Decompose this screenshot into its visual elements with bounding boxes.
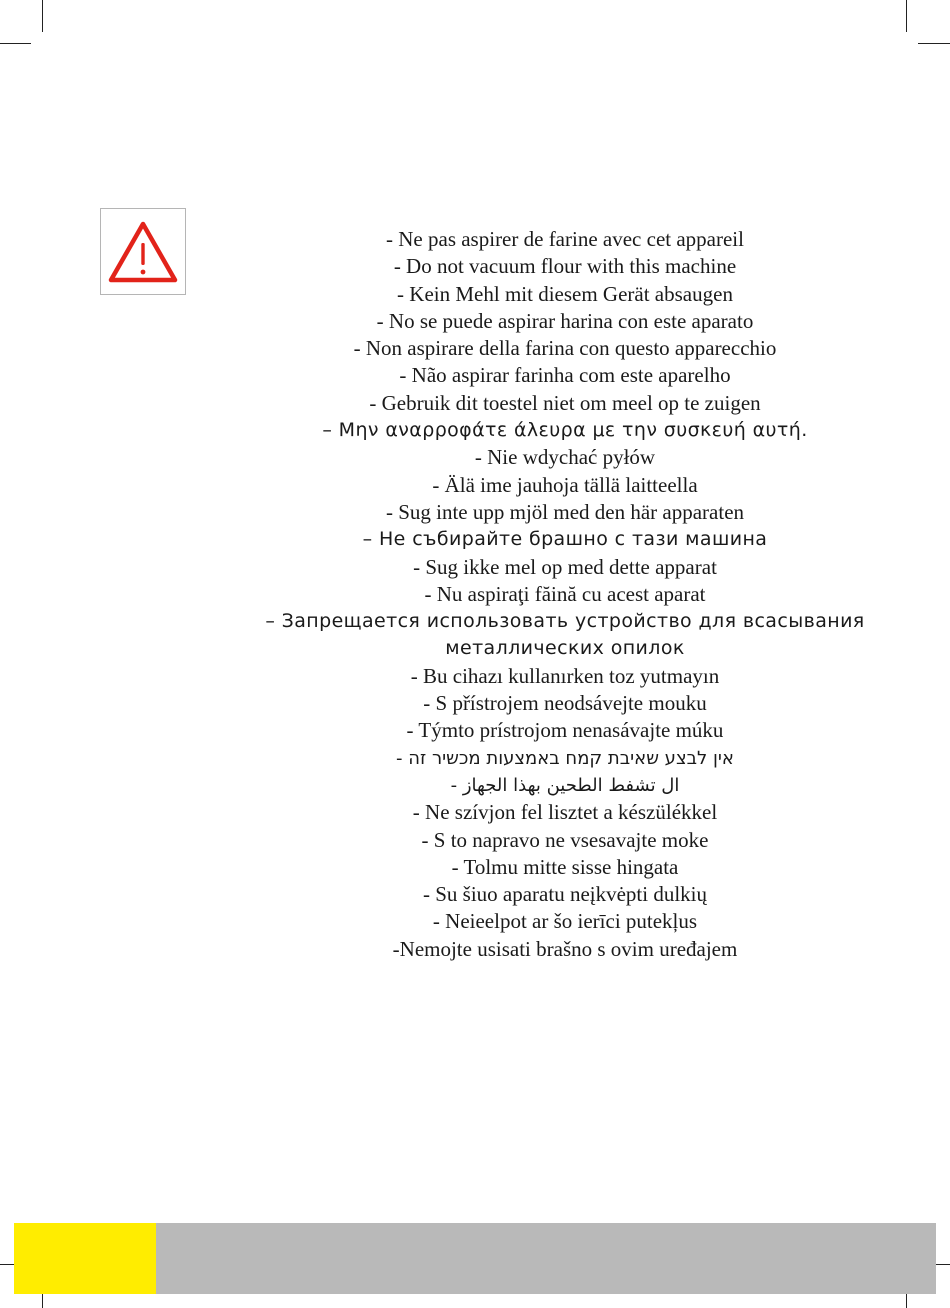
warning-line-sv: - Sug inte upp mjöl med den här apparaten — [385, 499, 745, 524]
warning-line-et: - Tolmu mitte sisse hingata — [451, 854, 679, 879]
warning-line-it: - Non aspirare della farina con questo apparecchio — [353, 336, 777, 361]
warning-line-sl: - S to napravo ne vsesavajte moke — [421, 827, 709, 852]
warning-line-fi: - Älä ime jauhoja tällä laitteella — [432, 472, 698, 497]
warning-text-list — [255, 226, 875, 963]
warning-line-ru: – Запрещается использовать устройство для всасывания — [265, 610, 865, 633]
warning-line-sk: - Týmto prístrojom nenasávajte múku — [406, 718, 724, 743]
crop-mark — [42, 0, 43, 32]
crop-mark — [918, 43, 950, 44]
warning-line-he: אין לבצע שאיבת קמח באמצעות מכשיר זה - — [396, 747, 734, 769]
warning-line-el: – Μην αναρροφάτε άλευρα με την συσκευή αυτή. — [322, 419, 808, 442]
warning-line-nl: - Gebruik dit toestel niet om meel op te zuigen — [369, 390, 761, 415]
crop-mark — [906, 0, 907, 32]
warning-line-pl: - Nie wdychać pyłów — [474, 445, 656, 470]
warning-line-ru-cont: металлических опилок — [445, 637, 685, 660]
warning-line-de: - Kein Mehl mit diesem Gerät absaugen — [397, 281, 733, 306]
warning-line-ar: ال تشفط الطحين بهذا الجهاز - — [450, 774, 680, 796]
warning-triangle-icon — [107, 219, 179, 285]
crop-mark — [0, 43, 31, 44]
warning-line-cs: - S přístrojem neodsávejte mouku — [423, 691, 707, 716]
warning-box — [100, 208, 186, 295]
warning-line-fr: - Ne pas aspirer de farine avec cet appareil — [386, 227, 744, 251]
warning-line-bg: – Не събирайте брашно с тази машина — [362, 528, 768, 551]
warning-line-lt: - Su šiuo aparatu neįkvėpti dulkių — [422, 882, 708, 907]
warning-line-pt: - Não aspirar farinha com este aparelho — [399, 363, 731, 388]
warning-line-ro: - Nu aspiraţi făină cu acest aparat — [424, 581, 706, 606]
footer-yellow-block — [14, 1223, 156, 1294]
warning-line-en: - Do not vacuum flour with this machine — [393, 254, 737, 279]
warning-line-da: - Sug ikke mel op med dette apparat — [413, 554, 717, 579]
footer-gray-bar — [156, 1223, 936, 1294]
warning-line-tr: - Bu cihazı kullanırken toz yutmayın — [410, 663, 720, 688]
warning-line-hu: - Ne szívjon fel lisztet a készülékkel — [412, 800, 718, 825]
warning-line-es: - No se puede aspirar harina con este aparato — [376, 308, 754, 333]
warning-line-lv: - Neieelpot ar šo ierīci putekļus — [432, 909, 698, 934]
warning-line-hr: -Nemojte usisati brašno s ovim uređajem — [392, 936, 738, 961]
